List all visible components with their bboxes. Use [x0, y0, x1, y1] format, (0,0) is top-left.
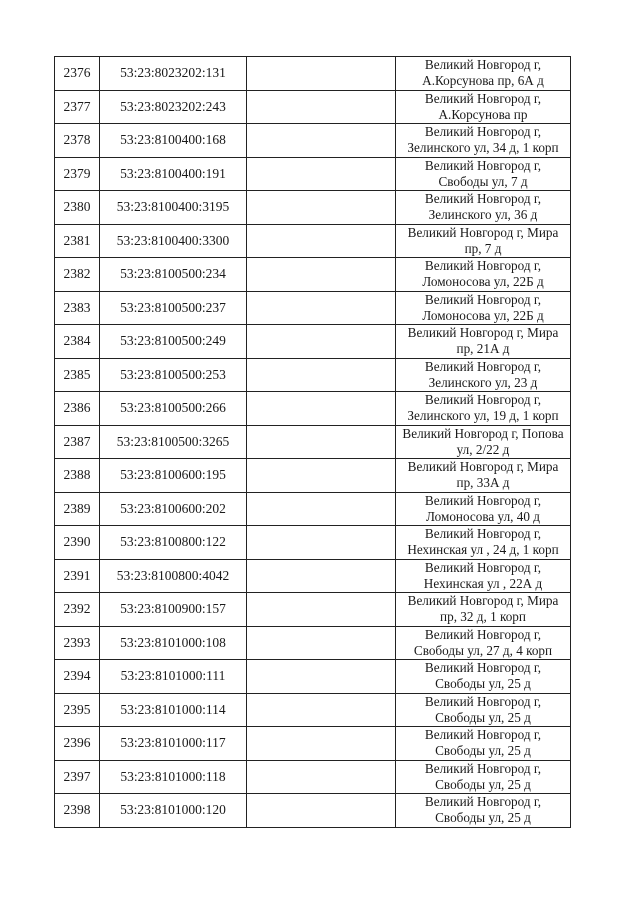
cadastral-number-cell: 53:23:8101000:108: [100, 626, 247, 660]
table-row: [55, 760, 571, 794]
empty-cell: [247, 794, 396, 828]
row-number-cell: 2391: [55, 559, 100, 593]
table-row: [55, 258, 571, 292]
row-number-cell: 2380: [55, 191, 100, 225]
cadastral-number-cell: 53:23:8101000:120: [100, 794, 247, 828]
address-line: Великий Новгород г,: [424, 90, 542, 106]
empty-cell: [247, 157, 396, 191]
table-body: [55, 57, 571, 828]
address-cell: [396, 526, 571, 560]
table-row: [55, 358, 571, 392]
empty-cell: [247, 727, 396, 761]
table-row: [55, 157, 571, 191]
address-cell: [396, 425, 571, 459]
address-line: Великий Новгород г,: [424, 392, 542, 408]
address-line: Ломоносова ул, 22Б д: [422, 307, 544, 323]
address-line: Великий Новгород г, Мира: [407, 459, 559, 475]
empty-cell: [247, 358, 396, 392]
address-line: пр, 32 д, 1 корп: [440, 609, 526, 625]
address-cell: [396, 325, 571, 359]
row-number-cell: 2392: [55, 593, 100, 627]
address-line: Нехинская ул , 22А д: [423, 575, 543, 591]
address-line: Великий Новгород г,: [424, 358, 542, 374]
address-line: пр, 21А д: [456, 341, 510, 357]
address-cell: [396, 224, 571, 258]
address-cell: [396, 727, 571, 761]
empty-cell: [247, 258, 396, 292]
table-row: [55, 593, 571, 627]
empty-cell: [247, 492, 396, 526]
empty-cell: [247, 224, 396, 258]
cadastral-number-cell: 53:23:8100400:168: [100, 124, 247, 158]
address-line: Великий Новгород г, Мира: [407, 224, 559, 240]
cadastral-number-cell: 53:23:8100800:4042: [100, 559, 247, 593]
cadastral-number-cell: 53:23:8100600:195: [100, 459, 247, 493]
address-line: Свободы ул, 25 д: [435, 810, 531, 826]
address-line: Великий Новгород г,: [424, 693, 542, 709]
address-line: Великий Новгород г,: [424, 258, 542, 274]
address-line: Свободы ул, 25 д: [435, 776, 531, 792]
table-row: [55, 392, 571, 426]
address-line: Великий Новгород г,: [424, 124, 542, 140]
table-row: [55, 492, 571, 526]
address-cell: [396, 760, 571, 794]
table-row: [55, 224, 571, 258]
cadastral-number-cell: 53:23:8101000:118: [100, 760, 247, 794]
address-line: Великий Новгород г, Мира: [407, 325, 559, 341]
address-line: Свободы ул, 25 д: [435, 709, 531, 725]
address-line: Нехинская ул , 24 д, 1 корп: [407, 542, 559, 558]
address-line: А.Корсунова пр, 6А д: [422, 73, 544, 89]
cadastral-number-cell: 53:23:8100500:3265: [100, 425, 247, 459]
address-line: Великий Новгород г,: [424, 559, 542, 575]
row-number-cell: 2388: [55, 459, 100, 493]
row-number-cell: 2381: [55, 224, 100, 258]
address-line: пр, 7 д: [464, 240, 502, 256]
row-number-cell: 2384: [55, 325, 100, 359]
empty-cell: [247, 57, 396, 91]
table-row: [55, 526, 571, 560]
cadastral-number-cell: 53:23:8100400:3195: [100, 191, 247, 225]
address-cell: [396, 57, 571, 91]
address-cell: [396, 90, 571, 124]
address-cell: [396, 794, 571, 828]
address-cell: [396, 124, 571, 158]
cadastral-number-cell: 53:23:8100600:202: [100, 492, 247, 526]
address-line: Великий Новгород г,: [424, 727, 542, 743]
cadastral-number-cell: 53:23:8100400:191: [100, 157, 247, 191]
cadastral-number-cell: 53:23:8100500:266: [100, 392, 247, 426]
empty-cell: [247, 559, 396, 593]
empty-cell: [247, 760, 396, 794]
table-row: [55, 459, 571, 493]
address-cell: [396, 626, 571, 660]
empty-cell: [247, 526, 396, 560]
address-line: Великий Новгород г,: [424, 794, 542, 810]
address-cell: [396, 593, 571, 627]
row-number-cell: 2387: [55, 425, 100, 459]
cadastral-number-cell: 53:23:8100500:237: [100, 291, 247, 325]
address-line: Великий Новгород г,: [424, 291, 542, 307]
table-row: [55, 325, 571, 359]
cadastral-number-cell: 53:23:8100500:249: [100, 325, 247, 359]
empty-cell: [247, 693, 396, 727]
row-number-cell: 2383: [55, 291, 100, 325]
empty-cell: [247, 191, 396, 225]
cadastral-number-cell: 53:23:8101000:111: [100, 660, 247, 694]
empty-cell: [247, 392, 396, 426]
cadastral-number-cell: 53:23:8100800:122: [100, 526, 247, 560]
table-row: [55, 191, 571, 225]
empty-cell: [247, 124, 396, 158]
address-line: ул, 2/22 д: [456, 441, 510, 457]
address-line: Великий Новгород г,: [424, 191, 542, 207]
empty-cell: [247, 593, 396, 627]
address-cell: [396, 492, 571, 526]
address-line: Свободы ул, 25 д: [435, 743, 531, 759]
row-number-cell: 2386: [55, 392, 100, 426]
empty-cell: [247, 90, 396, 124]
empty-cell: [247, 626, 396, 660]
address-line: Свободы ул, 27 д, 4 корп: [413, 642, 553, 658]
cadastral-number-cell: 53:23:8101000:114: [100, 693, 247, 727]
row-number-cell: 2395: [55, 693, 100, 727]
row-number-cell: 2398: [55, 794, 100, 828]
table-row: [55, 693, 571, 727]
empty-cell: [247, 660, 396, 694]
cadastral-number-cell: 53:23:8101000:117: [100, 727, 247, 761]
address-cell: [396, 358, 571, 392]
address-line: Великий Новгород г,: [424, 526, 542, 542]
address-line: Великий Новгород г,: [424, 157, 542, 173]
empty-cell: [247, 425, 396, 459]
address-line: Великий Новгород г, Попова: [402, 425, 564, 441]
table-row: [55, 794, 571, 828]
empty-cell: [247, 459, 396, 493]
address-cell: [396, 559, 571, 593]
row-number-cell: 2382: [55, 258, 100, 292]
address-line: А.Корсунова пр: [438, 106, 528, 122]
cadastral-number-cell: 53:23:8100500:253: [100, 358, 247, 392]
address-line: Великий Новгород г,: [424, 660, 542, 676]
address-cell: [396, 258, 571, 292]
cadastral-number-cell: 53:23:8100900:157: [100, 593, 247, 627]
address-line: Зелинского ул, 19 д, 1 корп: [407, 408, 559, 424]
row-number-cell: 2379: [55, 157, 100, 191]
address-line: Великий Новгород г,: [424, 57, 542, 73]
table-row: [55, 626, 571, 660]
table-row: [55, 727, 571, 761]
table-row: [55, 124, 571, 158]
cadastral-number-cell: 53:23:8023202:131: [100, 57, 247, 91]
table-row: [55, 660, 571, 694]
address-line: Зелинского ул, 36 д: [428, 207, 538, 223]
address-line: Ломоносова ул, 40 д: [426, 508, 540, 524]
row-number-cell: 2394: [55, 660, 100, 694]
address-line: Великий Новгород г,: [424, 492, 542, 508]
empty-cell: [247, 291, 396, 325]
address-line: Великий Новгород г, Мира: [407, 593, 559, 609]
row-number-cell: 2378: [55, 124, 100, 158]
table-row: [55, 559, 571, 593]
address-line: Зелинского ул, 34 д, 1 корп: [407, 140, 559, 156]
table-row: [55, 57, 571, 91]
address-line: Великий Новгород г,: [424, 626, 542, 642]
cadastral-number-cell: 53:23:8100400:3300: [100, 224, 247, 258]
cadastral-number-cell: 53:23:8100500:234: [100, 258, 247, 292]
table-row: [55, 425, 571, 459]
row-number-cell: 2396: [55, 727, 100, 761]
row-number-cell: 2397: [55, 760, 100, 794]
address-line: Великий Новгород г,: [424, 760, 542, 776]
address-cell: [396, 157, 571, 191]
row-number-cell: 2389: [55, 492, 100, 526]
address-cell: [396, 191, 571, 225]
address-line: Свободы ул, 25 д: [435, 676, 531, 692]
address-line: Ломоносова ул, 22Б д: [422, 274, 544, 290]
address-line: Зелинского ул, 23 д: [428, 374, 538, 390]
row-number-cell: 2377: [55, 90, 100, 124]
address-cell: [396, 660, 571, 694]
row-number-cell: 2385: [55, 358, 100, 392]
table-row: [55, 90, 571, 124]
address-cell: [396, 459, 571, 493]
row-number-cell: 2393: [55, 626, 100, 660]
row-number-cell: 2376: [55, 57, 100, 91]
address-cell: [396, 392, 571, 426]
address-cell: [396, 693, 571, 727]
address-line: пр, 33А д: [456, 475, 510, 491]
empty-cell: [247, 325, 396, 359]
address-line: Свободы ул, 7 д: [438, 173, 528, 189]
cadastral-number-cell: 53:23:8023202:243: [100, 90, 247, 124]
property-registry-table: [54, 56, 571, 828]
row-number-cell: 2390: [55, 526, 100, 560]
address-cell: [396, 291, 571, 325]
table-row: [55, 291, 571, 325]
